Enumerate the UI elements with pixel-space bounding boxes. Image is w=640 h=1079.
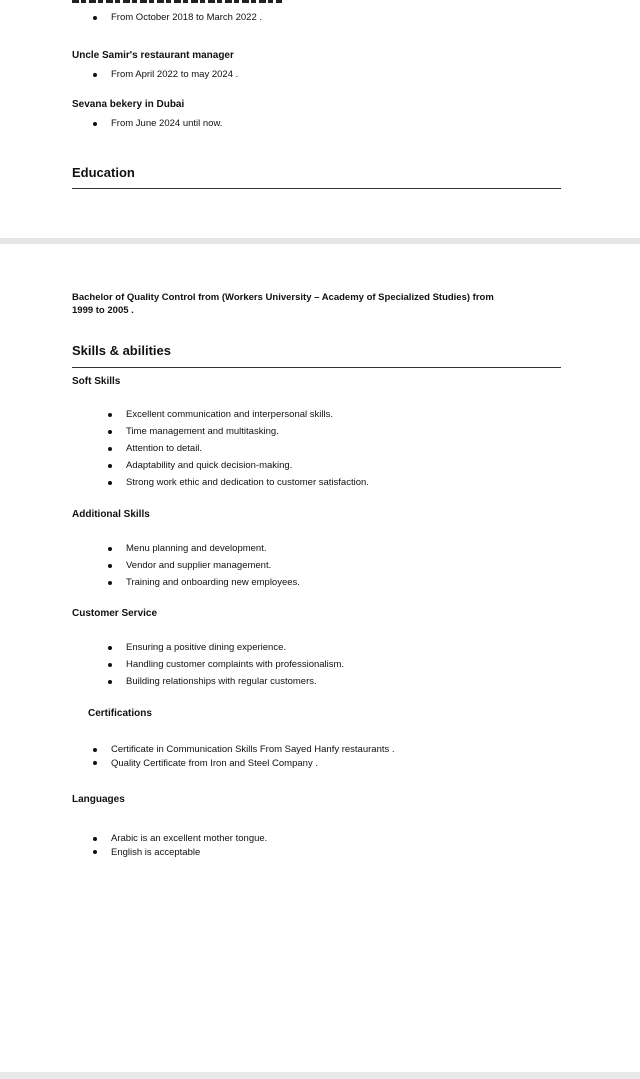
languages-title: Languages xyxy=(72,794,125,805)
page-bottom-edge xyxy=(0,1072,640,1079)
section-heading-skills: Skills & abilities xyxy=(72,343,171,358)
list-item-text: Building relationships with regular customers. xyxy=(126,676,317,687)
list-item-text: Vendor and supplier management. xyxy=(126,560,272,571)
customer-service-list xyxy=(108,639,344,690)
list-item-text: English is acceptable xyxy=(111,846,201,858)
education-degree xyxy=(72,291,552,317)
list-item-text: Menu planning and development. xyxy=(126,543,267,554)
job-period: From April 2022 to may 2024 . xyxy=(111,69,239,80)
certifications-list xyxy=(93,743,395,770)
job-period: From October 2018 to March 2022 . xyxy=(111,12,263,23)
soft-skills-title: Soft Skills xyxy=(72,376,121,387)
degree-line: Bachelor of Quality Control from (Workers University – Academy of Specialized Studies) from xyxy=(72,292,494,303)
list-item xyxy=(93,757,395,771)
bullet-icon xyxy=(93,748,97,752)
languages-list xyxy=(93,832,267,859)
section-heading-education: Education xyxy=(72,165,135,180)
bullet-icon xyxy=(108,680,112,684)
list-item xyxy=(108,557,300,574)
list-item-text: Certificate in Communication Skills From Sayed Hanfy restaurants . xyxy=(111,744,395,755)
bullet-icon xyxy=(93,73,97,77)
additional-skills-title: Additional Skills xyxy=(72,509,150,520)
list-item xyxy=(93,846,267,860)
list-item xyxy=(108,440,369,457)
bullet-icon xyxy=(108,464,112,468)
bullet-icon xyxy=(108,413,112,417)
bullet-icon xyxy=(93,837,97,841)
list-item xyxy=(108,639,344,656)
list-item-text: Quality Certificate from Iron and Steel Company . xyxy=(111,757,318,769)
cropped-text-line xyxy=(72,0,282,3)
additional-skills-list xyxy=(108,540,300,591)
section-divider xyxy=(72,188,561,189)
bullet-icon xyxy=(93,122,97,126)
list-item xyxy=(108,574,300,591)
list-item-text: Handling customer complaints with professionalism. xyxy=(126,659,345,670)
list-item-text: Training and onboarding new employees. xyxy=(126,577,300,588)
list-item-text: Excellent communication and interpersonal skills. xyxy=(126,409,333,420)
job-title: Uncle Samir's restaurant manager xyxy=(72,50,234,61)
bullet-icon xyxy=(108,581,112,585)
bullet-icon xyxy=(108,481,112,485)
list-item xyxy=(93,11,262,25)
list-item-text: Time management and multitasking. xyxy=(126,426,279,437)
list-item xyxy=(108,540,300,557)
section-divider xyxy=(72,367,561,368)
list-item xyxy=(93,68,238,82)
list-item-text: Attention to detail. xyxy=(126,443,203,454)
list-item xyxy=(108,474,369,491)
bullet-icon xyxy=(93,761,97,765)
list-item xyxy=(108,406,369,423)
bullet-icon xyxy=(108,547,112,551)
bullet-icon xyxy=(93,16,97,20)
document-page-1 xyxy=(0,0,640,238)
list-item xyxy=(93,832,267,846)
bullet-icon xyxy=(108,430,112,434)
list-item xyxy=(108,457,369,474)
document-page-2 xyxy=(0,244,640,1072)
job-title: Sevana bekery in Dubai xyxy=(72,99,185,110)
bullet-icon xyxy=(108,564,112,568)
soft-skills-list xyxy=(108,406,369,491)
customer-service-title: Customer Service xyxy=(72,608,158,619)
list-item-text: Adaptability and quick decision-making. xyxy=(126,460,293,471)
list-item xyxy=(93,117,222,131)
list-item xyxy=(108,423,369,440)
bullet-icon xyxy=(108,646,112,650)
certifications-title: Certifications xyxy=(88,708,152,719)
list-item-text: Strong work ethic and dedication to customer satisfaction. xyxy=(126,477,369,488)
bullet-icon xyxy=(108,447,112,451)
bullet-icon xyxy=(93,850,97,854)
list-item-text: Arabic is an excellent mother tongue. xyxy=(111,833,268,844)
job-period: From June 2024 until now. xyxy=(111,118,223,129)
list-item xyxy=(108,656,344,673)
list-item xyxy=(93,743,395,757)
degree-years: 1999 to 2005 . xyxy=(72,305,134,316)
bullet-icon xyxy=(108,663,112,667)
list-item xyxy=(108,673,344,690)
list-item-text: Ensuring a positive dining experience. xyxy=(126,642,287,653)
